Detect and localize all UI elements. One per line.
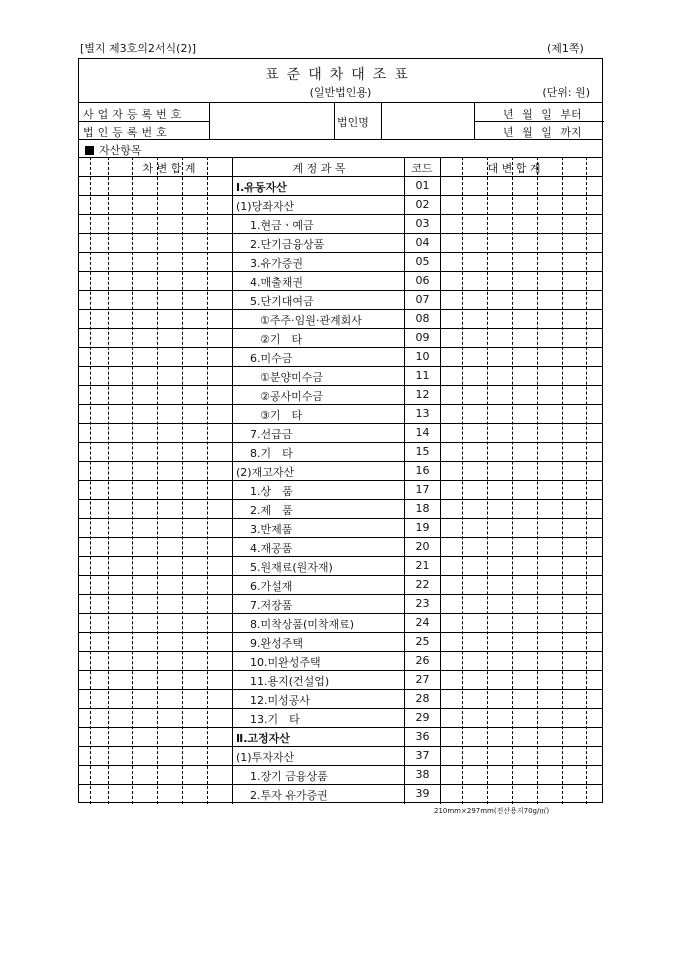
- account-name: 6.미수금: [250, 352, 293, 365]
- divider: [79, 233, 602, 234]
- account-name: 3.유가증권: [250, 257, 303, 270]
- divider: [209, 102, 210, 139]
- divider: [79, 594, 602, 595]
- account-name: 1.상 품: [250, 485, 293, 498]
- divider: [79, 613, 602, 614]
- divider: [79, 309, 602, 310]
- account-code: 08: [415, 312, 430, 325]
- account-code: 06: [415, 274, 430, 287]
- divider: [79, 708, 602, 709]
- biz-reg-number-label: 사업자등록번호: [83, 108, 186, 121]
- unit-label: (단위: 원): [542, 86, 590, 99]
- divider: [79, 537, 602, 538]
- account-name: 1.현금ㆍ예금: [250, 219, 314, 232]
- account-code: 39: [415, 787, 430, 800]
- balance-sheet-form: [78, 58, 603, 803]
- section-title: [85, 142, 142, 158]
- account-code: 02: [415, 198, 430, 211]
- divider: [79, 499, 602, 500]
- account-name: ②공사미수금: [260, 390, 323, 403]
- account-name: 7.저장품: [250, 599, 293, 612]
- form-reference: [별지 제3호의2서식(2)]: [80, 42, 197, 55]
- divider: [79, 670, 602, 671]
- divider: [79, 347, 602, 348]
- account-name: 12.미성공사: [250, 694, 310, 707]
- account-name: 10.미완성주택: [250, 656, 321, 669]
- corp-name-label: 법인명: [337, 116, 369, 129]
- account-name: 5.단기대여금: [250, 295, 314, 308]
- account-name: ①주주·임원·관계회사: [260, 314, 362, 327]
- divider: [79, 404, 602, 405]
- divider: [79, 385, 602, 386]
- code-header: 코드: [411, 162, 433, 175]
- account-code: 21: [415, 559, 430, 572]
- account-code: 36: [415, 730, 430, 743]
- square-bullet-icon: [85, 146, 94, 155]
- account-name: 3.반제품: [250, 523, 293, 536]
- debit-total-header: 차 변 합 계: [142, 162, 196, 175]
- form-subtitle: (일반법인용): [309, 86, 372, 99]
- account-name: 2.단기금융상품: [250, 238, 325, 251]
- divider: [79, 252, 602, 253]
- divider: [79, 461, 602, 462]
- account-code: 27: [415, 673, 430, 686]
- account-code: 13: [415, 407, 430, 420]
- account-code: 04: [415, 236, 430, 249]
- account-name: 7.선급금: [250, 428, 293, 441]
- account-code: 25: [415, 635, 430, 648]
- account-code: 17: [415, 483, 430, 496]
- account-code: 07: [415, 293, 430, 306]
- divider: [79, 632, 602, 633]
- period-to-label: 년 월 일 까지: [503, 126, 582, 139]
- divider: [79, 214, 602, 215]
- account-code: 12: [415, 388, 430, 401]
- account-name: 6.가설재: [250, 580, 293, 593]
- account-code: 28: [415, 692, 430, 705]
- account-code: 26: [415, 654, 430, 667]
- account-name: ①분양미수금: [260, 371, 323, 384]
- divider: [79, 366, 602, 367]
- divider: [474, 102, 475, 139]
- account-code: 15: [415, 445, 430, 458]
- account-name: (2)재고자산: [236, 466, 295, 479]
- account-name: 13.기 타: [250, 713, 300, 726]
- divider: [79, 176, 602, 177]
- divider: [381, 102, 382, 139]
- account-code: 14: [415, 426, 430, 439]
- period-from-label: 년 월 일 부터: [503, 108, 582, 121]
- account-code: 38: [415, 768, 430, 781]
- account-code: 23: [415, 597, 430, 610]
- credit-total-header: 대 변 합 계: [487, 162, 541, 175]
- account-code: 22: [415, 578, 430, 591]
- account-code: 05: [415, 255, 430, 268]
- account-name: 9.완성주택: [250, 637, 303, 650]
- account-name: 2.제 품: [250, 504, 293, 517]
- paper-size-note: 210mm×297mm(전산용지70g/㎡): [434, 807, 550, 815]
- divider: [79, 746, 602, 747]
- account-name: 5.원재료(원자재): [250, 561, 333, 574]
- divider: [79, 784, 602, 785]
- divider: [79, 442, 602, 443]
- divider: [79, 423, 602, 424]
- section-label: 자산항목: [99, 144, 142, 157]
- page-label: (제1쪽): [547, 42, 584, 55]
- account-code: 11: [415, 369, 430, 382]
- account-name: (1)투자자산: [236, 751, 295, 764]
- account-name: Ⅰ.유동자산: [236, 181, 287, 194]
- account-code: 24: [415, 616, 430, 629]
- account-name: 8.기 타: [250, 447, 293, 460]
- account-name: 4.매출채권: [250, 276, 303, 289]
- account-name: Ⅱ.고정자산: [236, 732, 290, 745]
- account-code: 29: [415, 711, 430, 724]
- form-title: 표준대차대조표: [265, 67, 416, 83]
- divider: [79, 102, 602, 103]
- divider: [79, 195, 602, 196]
- divider: [79, 556, 602, 557]
- account-name: ③기 타: [260, 409, 303, 422]
- divider: [79, 480, 602, 481]
- account-name: 1.장기 금융상품: [250, 770, 328, 783]
- divider: [79, 290, 602, 291]
- divider: [79, 689, 602, 690]
- divider: [79, 727, 602, 728]
- account-code: 20: [415, 540, 430, 553]
- account-code: 18: [415, 502, 430, 515]
- account-header: 계 정 과 목: [292, 162, 346, 175]
- divider: [79, 328, 602, 329]
- divider: [79, 575, 602, 576]
- account-code: 19: [415, 521, 430, 534]
- account-code: 09: [415, 331, 430, 344]
- account-code: 10: [415, 350, 430, 363]
- divider: [79, 651, 602, 652]
- account-code: 16: [415, 464, 430, 477]
- account-name: 2.투자 유가증권: [250, 789, 328, 802]
- account-name: ②기 타: [260, 333, 303, 346]
- account-name: (1)당좌자산: [236, 200, 295, 213]
- corp-reg-number-label: 법인등록번호: [83, 126, 171, 139]
- divider: [79, 518, 602, 519]
- account-name: 4.재공품: [250, 542, 293, 555]
- account-code: 03: [415, 217, 430, 230]
- divider: [334, 102, 335, 139]
- divider: [79, 271, 602, 272]
- account-name: 11.용지(건설업): [250, 675, 330, 688]
- account-code: 01: [415, 179, 430, 192]
- divider: [79, 765, 602, 766]
- account-code: 37: [415, 749, 430, 762]
- account-name: 8.미착상품(미착재료): [250, 618, 355, 631]
